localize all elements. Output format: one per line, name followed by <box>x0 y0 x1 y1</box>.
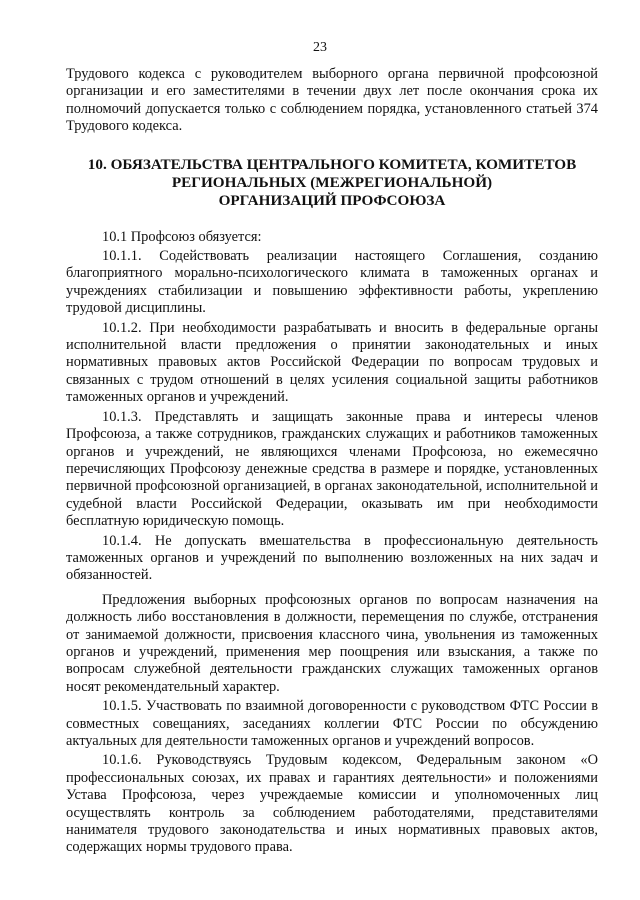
clause-10-1-1: 10.1.1. Содействовать реализации настоящего Соглашения, созданию благоприятного морально-психологического климата в таможенных органах и учреждениях стабилизации и повышению эффективности работы, укреплению трудовой дисциплины. <box>66 248 598 317</box>
clause-10-1-5: 10.1.5. Участвовать по взаимной договоренности с руководством ФТС России в совместных совещаниях, заседаниях коллегии ФТС России по обсуждению актуальных для деятельности таможенных органов и учреждений вопросов. <box>66 698 598 749</box>
section-heading-line-1: 10. ОБЯЗАТЕЛЬСТВА ЦЕНТРАЛЬНОГО КОМИТЕТА, КОМИТЕТОВ <box>87 155 577 173</box>
clause-10-1-4-note: Предложения выборных профсоюзных органов по вопросам назначения на должность либо восстановления в должности, перемещения по службе, отстранения от занимаемой должности, присвоения классного чина, увольнения из таможенных органов и учреждений, применения мер поощрения или взыскания, а также по вопросам служебной деятельности гражданских служащих таможенных органов носят рекомендательный характер. <box>66 591 598 695</box>
intro-paragraph: Трудового кодекса с руководителем выборного органа первичной профсоюзной организации и его заместителями в течении двух лет после окончания срока их полномочий допускается только с соблюдением порядка, установленного статьей 374 Трудового кодекса. <box>66 66 598 135</box>
page-content <box>66 66 598 857</box>
section-heading <box>66 156 598 210</box>
clause-10-1-2: 10.1.2. При необходимости разрабатывать и вносить в федеральные органы исполнительной власти предложения о принятии законодательных и иных нормативных правовых актов Российской Федерации по вопросам трудовых и связанных с трудом отношений в целях усиления социальной защиты работников таможенных органов и учреждений. <box>66 319 598 406</box>
section-heading-line-3: ОРГАНИЗАЦИЙ ПРОФСОЮЗА <box>218 191 446 209</box>
subsection-title: 10.1 Профсоюз обязуется: <box>102 228 262 245</box>
clause-10-1-6: 10.1.6. Руководствуясь Трудовым кодексом, Федеральным законом «О профессиональных союзах, их правах и гарантиях деятельности» и положениями Устава Профсоюза, через учреждаемые комиссии и уполномоченных лиц осуществлять контроль за соблюдением работодателями, представителями нанимателя трудового законодательства и иных нормативных правовых актов, содержащих нормы трудового права. <box>66 752 598 856</box>
clause-10-1-4: 10.1.4. Не допускать вмешательства в профессиональную деятельность таможенных органов и учреждений по выполнению возложенных на них задач и обязанностей. <box>66 532 598 584</box>
page-number: 23 <box>313 40 327 55</box>
section-heading-line-2: РЕГИОНАЛЬНЫХ (МЕЖРЕГИОНАЛЬНОЙ) <box>171 173 493 191</box>
clause-10-1-3: 10.1.3. Представлять и защищать законные права и интересы членов Профсоюза, а также сотрудников, гражданских служащих и работников таможенных органов и учреждений, не являющихся членами Профсоюза, но ежемесячно перечисляющих Профсоюзу денежные средства в размере и порядке, установленных первичной профсоюзной организацией, в органах законодательной, исполнительной и судебной власти Российской Федерации, оказывать им при необходимости бесплатную юридическую помощь. <box>66 408 598 530</box>
